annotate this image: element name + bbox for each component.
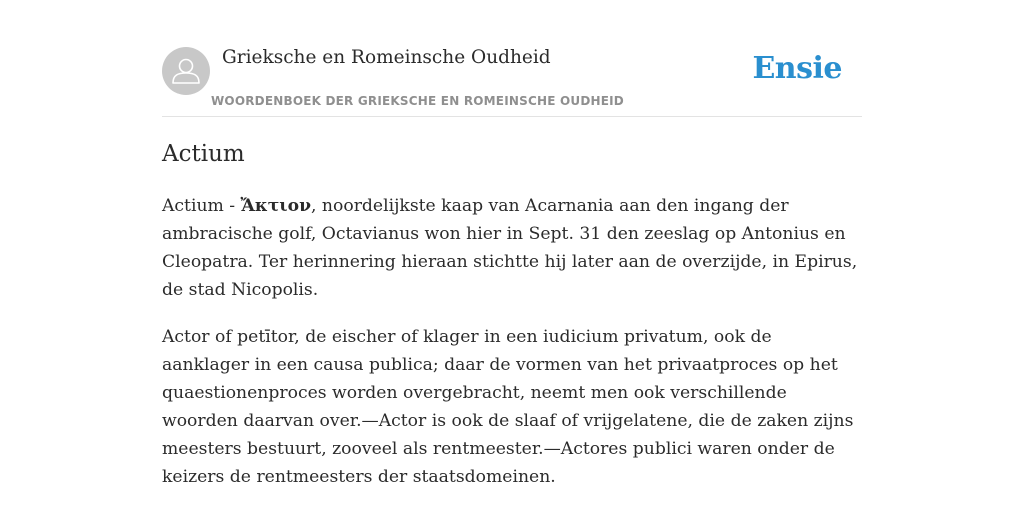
source-title[interactable]: Grieksche en Romeinsche Oudheid xyxy=(222,47,551,68)
greek-term: Ἄκτιον xyxy=(240,196,311,216)
entry-lead: Actium - xyxy=(162,196,241,216)
source-avatar[interactable] xyxy=(162,47,210,95)
entry-title: Actium xyxy=(162,141,245,167)
entry-paragraph-2: Actor of petītor, de eischer of klager in een iudicium privatum, ook de aanklager in een causa publica; daar de vormen van het privaatproces op het quaestionenproces worden overgebracht, neemt men ook verschillende woorden daarvan over.—Actor is ook de slaaf of vrijgelatene, die de zaken zijns meesters bestuurt, zooveel als rentmeester.—Actores publici waren onder de keizers de rentmeesters der staatsdomeinen. xyxy=(162,327,854,487)
page xyxy=(162,0,862,512)
user-avatar-icon xyxy=(162,47,210,95)
header xyxy=(162,0,862,117)
source-subtitle[interactable]: WOORDENBOEK DER GRIEKSCHE EN ROMEINSCHE OUDHEID xyxy=(211,94,624,108)
entry-text: , noordelijkste kaap van Acarnania aan den ingang der ambracische golf, Octavianus won hier in Sept. 31 den zeeslag op Antonius en Cleopatra. Ter herinnering hieraan stichtte hij later aan de overzijde, in Epirus, de stad Nicopolis. xyxy=(162,196,858,300)
ensie-logo[interactable]: Ensie xyxy=(752,51,842,86)
entry-paragraph-1 xyxy=(162,192,862,304)
